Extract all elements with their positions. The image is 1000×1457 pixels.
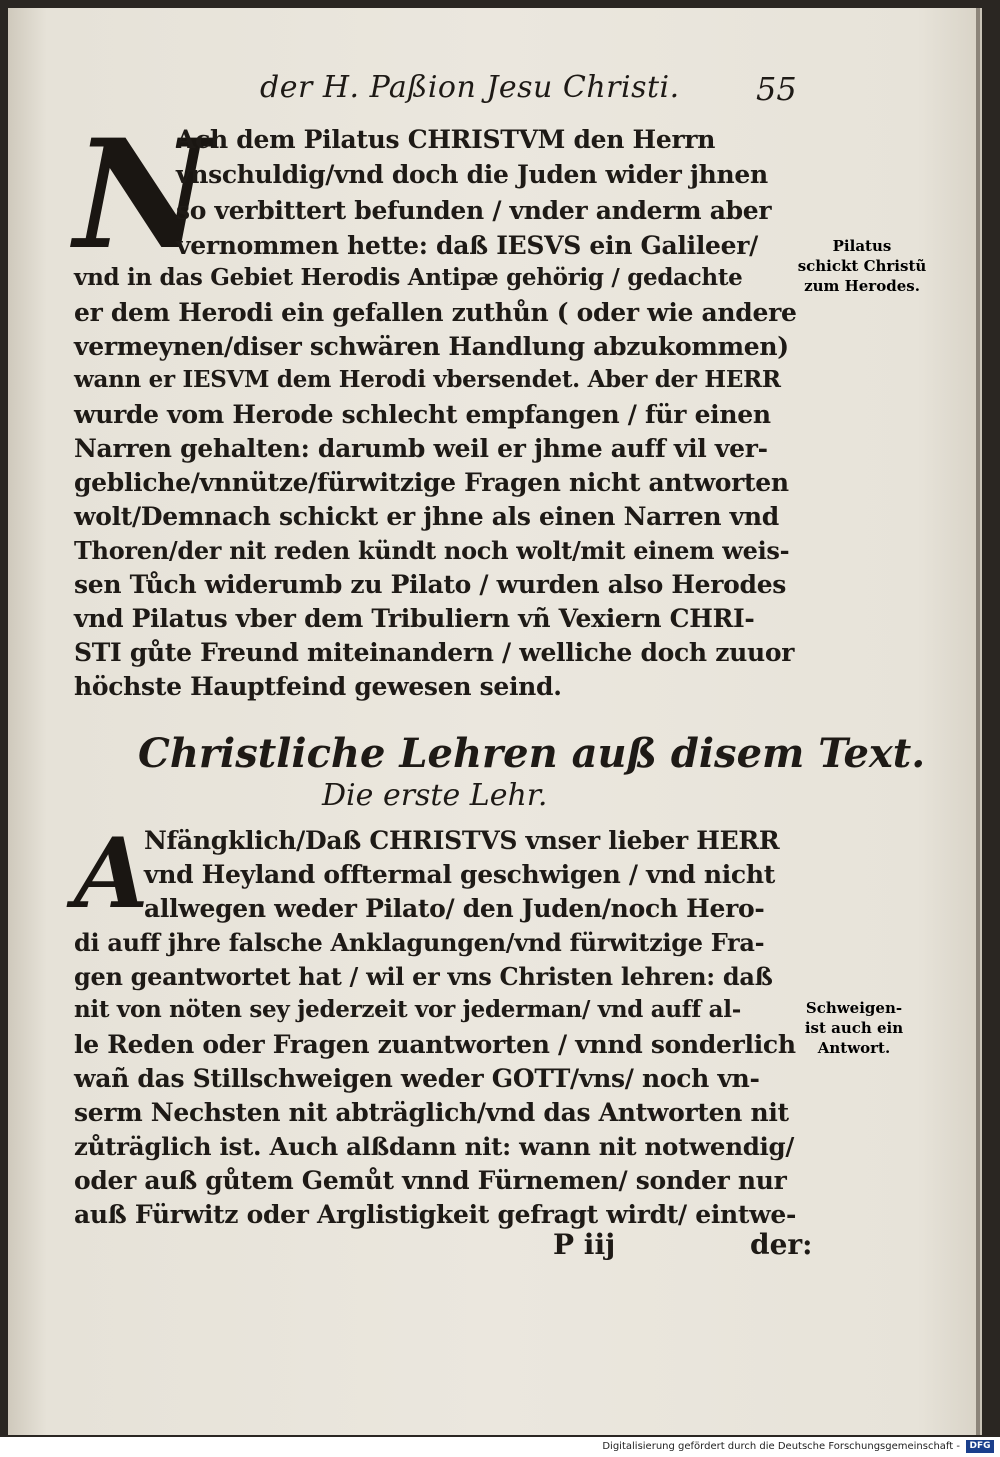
text-line: gebliche/vnnütze/fürwitzige Fragen nicht antworten xyxy=(74,468,789,497)
text-line: vnd in das Gebiet Herodis Antipæ gehörig / gedachte xyxy=(74,264,743,291)
text-line: Ach dem Pilatus CHRISTVM den Herrn xyxy=(176,125,716,154)
margin-note-line: zum Herodes. xyxy=(804,277,920,295)
text-line: Thoren/der nit reden kündt noch wolt/mit einem weis- xyxy=(74,536,790,565)
text-line: vnd Pilatus vber dem Tribuliern vñ Vexiern CHRI- xyxy=(74,604,755,633)
text-line: vnschuldig/vnd doch die Juden wider jhnen xyxy=(176,160,768,189)
margin-note-line: Schweigen- xyxy=(805,999,903,1017)
text-line: STI gůte Freund miteinandern / welliche doch zuuor xyxy=(74,638,795,667)
margin-note-line: ist auch ein xyxy=(804,1019,904,1037)
decorated-initial-a xyxy=(74,817,149,930)
dfg-logo-icon: DFG xyxy=(966,1440,994,1453)
margin-note-line: Antwort. xyxy=(817,1039,891,1057)
book-page xyxy=(8,8,982,1435)
text-line: auß Fürwitz oder Arglistigkeit gefragt wirdt/ eintwe- xyxy=(74,1200,797,1229)
page-number: 55 xyxy=(756,70,797,108)
text-line: wañ das Stillschweigen weder GOTT/vns/ noch vn- xyxy=(74,1064,760,1093)
section-subheading: Die erste Lehr. xyxy=(322,778,548,813)
text-line: wann er IESVM dem Herodi vbersendet. Aber der HERR xyxy=(74,366,781,393)
catchword: der: xyxy=(750,1228,813,1261)
section-heading: Christliche Lehren auß disem Text. xyxy=(138,730,926,777)
margin-note-pilatus xyxy=(792,236,932,296)
text-line: nit von nöten sey jederzeit vor jederman/ vnd auff al- xyxy=(74,996,741,1023)
text-line: allwegen weder Pilato/ den Juden/noch Hero- xyxy=(144,894,765,923)
text-line: zůträglich ist. Auch alßdann nit: wann nit notwendig/ xyxy=(74,1132,795,1161)
text-line: oder auß gůtem Gemůt vnnd Fürnemen/ sonder nur xyxy=(74,1166,787,1195)
text-line: vermeynen/diser schwären Handlung abzukommen) xyxy=(74,332,789,361)
text-line: sen Tůch widerumb zu Pilato / wurden also Herodes xyxy=(74,570,787,599)
text-line: Nfängklich/Daß CHRISTVS vnser lieber HERR xyxy=(144,826,780,855)
text-line: so verbittert befunden / vnder anderm aber xyxy=(176,196,772,225)
signature-mark: P iij xyxy=(553,1228,616,1261)
margin-note-schweigen xyxy=(794,998,914,1058)
credit-text: Digitalisierung gefördert durch die Deutsche Forschungsgemeinschaft - xyxy=(602,1441,960,1452)
margin-note-line: Pilatus xyxy=(832,237,892,255)
text-line: di auff jhre falsche Anklagungen/vnd fürwitzige Fra- xyxy=(74,928,765,957)
margin-note-line: schickt Christũ xyxy=(797,257,927,275)
text-line: serm Nechsten nit abträglich/vnd das Antworten nit xyxy=(74,1098,789,1127)
text-line: er dem Herodi ein gefallen zuthůn ( oder wie andere xyxy=(74,298,797,327)
text-line: wurde vom Herode schlecht empfangen / für einen xyxy=(74,400,771,429)
text-line: vnd Heyland offtermal geschwigen / vnd nicht xyxy=(144,860,775,889)
text-line: vernommen hette: daß IESVS ein Galileer/ xyxy=(176,231,758,260)
text-line: Narren gehalten: darumb weil er jhme auff vil ver- xyxy=(74,434,768,463)
text-line: le Reden oder Fragen zuantworten / vnnd sonderlich xyxy=(74,1030,796,1059)
credit-bar xyxy=(0,1437,1000,1457)
text-line: gen geantwortet hat / wil er vns Christen lehren: daß xyxy=(74,962,773,991)
running-title: der H. Paßion Jesu Christi. xyxy=(260,70,680,105)
text-line: höchste Hauptfeind gewesen seind. xyxy=(74,672,562,701)
initial-letter: A xyxy=(74,817,149,930)
text-line: wolt/Demnach schickt er jhne als einen Narren vnd xyxy=(74,502,779,531)
initial-letter: N xyxy=(74,107,212,283)
